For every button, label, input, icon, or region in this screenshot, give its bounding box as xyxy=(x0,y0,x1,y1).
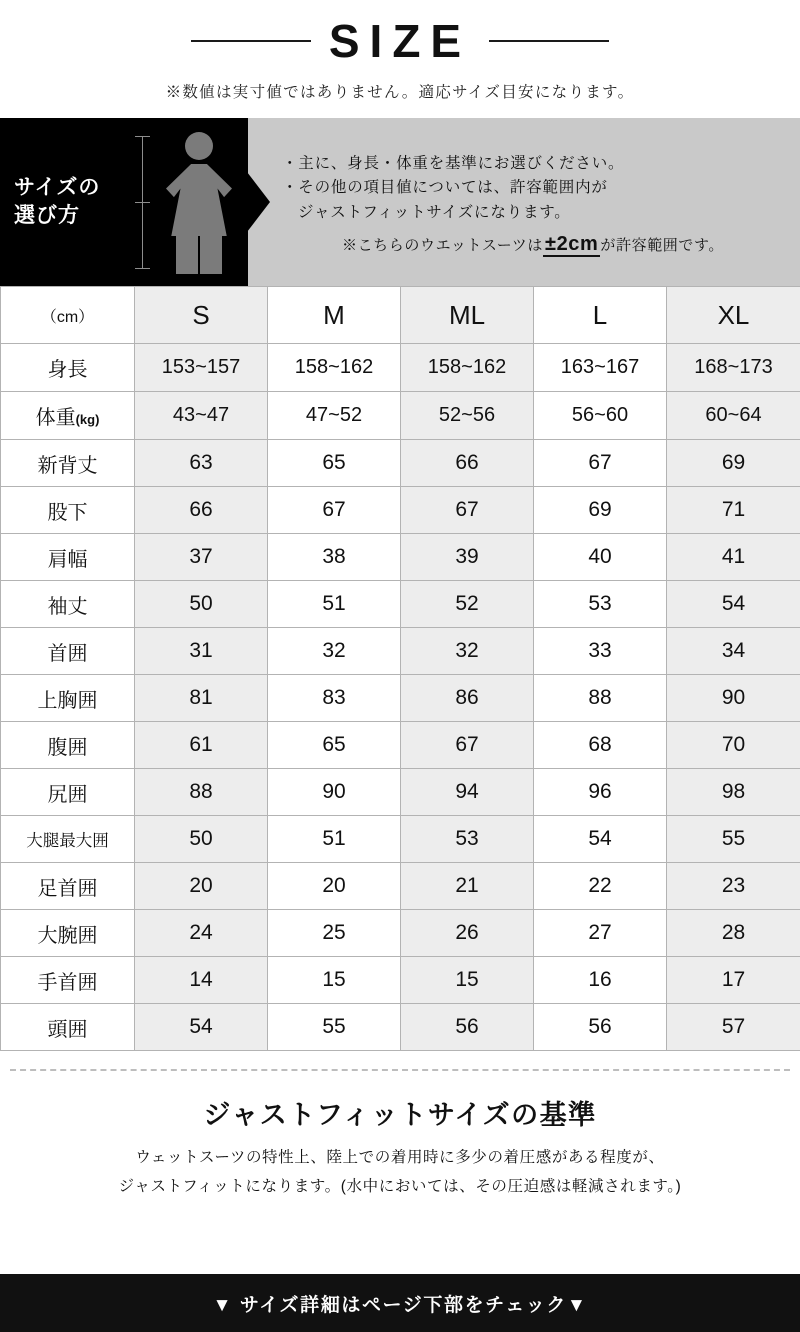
measure-tick-bottom xyxy=(135,268,150,269)
size-guide-label-line1: サイズの xyxy=(14,175,101,199)
guide-bullet-3: ジャストフィットサイズになります。 xyxy=(298,203,571,221)
table-row xyxy=(1,769,800,816)
size-guide-band xyxy=(0,118,800,286)
table-row xyxy=(1,440,800,487)
guide-bullet-1: ・主に、身長・体重を基準にお選びください。 xyxy=(282,155,625,173)
table-cell: 33 xyxy=(534,628,667,675)
table-cell: 52 xyxy=(401,581,534,628)
row-label xyxy=(1,769,135,816)
row-label xyxy=(1,910,135,957)
table-cell: 55 xyxy=(667,816,800,863)
fit-section-body xyxy=(0,1144,800,1201)
guide-note-highlight: ±2cm xyxy=(545,232,599,255)
guide-note-suffix: が許容範囲です。 xyxy=(600,236,725,254)
page-subtitle: ※数値は実寸値ではありません。適応サイズ目安になります。 xyxy=(165,84,635,101)
row-label-text: 腹囲 xyxy=(47,736,88,759)
body-silhouette xyxy=(162,132,236,274)
guide-note-prefix: ※こちらのウエットスーツは xyxy=(341,236,543,254)
table-cell: 158~162 xyxy=(401,344,534,392)
row-label-text: 身長 xyxy=(47,359,88,381)
row-label xyxy=(1,487,135,534)
row-label-text: 股下 xyxy=(47,501,88,524)
row-label xyxy=(1,392,135,440)
table-cell: 66 xyxy=(135,487,268,534)
table-cell: 47~52 xyxy=(268,392,401,440)
row-label-text: 頭囲 xyxy=(47,1018,88,1041)
table-cell: 40 xyxy=(534,534,667,581)
table-cell: 16 xyxy=(534,957,667,1004)
table-cell: 32 xyxy=(268,628,401,675)
table-row xyxy=(1,957,800,1004)
table-row xyxy=(1,722,800,769)
row-label-text: 大腕囲 xyxy=(37,924,98,947)
row-label xyxy=(1,534,135,581)
table-cell: 24 xyxy=(135,910,268,957)
table-cell: 69 xyxy=(667,440,800,487)
size-guide-left xyxy=(0,118,248,286)
silhouette-torso xyxy=(166,164,232,236)
table-cell: 34 xyxy=(667,628,800,675)
row-label-text: 首囲 xyxy=(47,642,88,665)
measure-tick-top xyxy=(135,136,150,137)
table-header-m: M xyxy=(268,287,401,344)
table-cell: 67 xyxy=(534,440,667,487)
guide-tolerance-note xyxy=(282,233,784,256)
row-label xyxy=(1,863,135,910)
table-cell: 96 xyxy=(534,769,667,816)
table-row xyxy=(1,910,800,957)
table-cell: 68 xyxy=(534,722,667,769)
table-unit-label: （cm） xyxy=(1,287,135,344)
table-cell: 26 xyxy=(401,910,534,957)
footer-banner[interactable]: ▼ サイズ詳細はページ下部をチェック▼ xyxy=(0,1274,800,1332)
table-cell: 158~162 xyxy=(268,344,401,392)
table-row xyxy=(1,675,800,722)
measure-tick-mid xyxy=(135,202,150,203)
title-rule-right xyxy=(489,40,609,42)
table-cell: 90 xyxy=(667,675,800,722)
table-cell: 71 xyxy=(667,487,800,534)
table-cell: 53 xyxy=(534,581,667,628)
table-row xyxy=(1,487,800,534)
table-row xyxy=(1,628,800,675)
table-cell: 67 xyxy=(401,722,534,769)
table-cell: 50 xyxy=(135,581,268,628)
table-cell: 61 xyxy=(135,722,268,769)
table-cell: 51 xyxy=(268,816,401,863)
table-header-row xyxy=(1,287,800,344)
table-cell: 14 xyxy=(135,957,268,1004)
table-cell: 20 xyxy=(135,863,268,910)
table-header-s: S xyxy=(135,287,268,344)
table-cell: 21 xyxy=(401,863,534,910)
table-cell: 37 xyxy=(135,534,268,581)
size-guide-label xyxy=(0,174,142,231)
row-label-text: 肩幅 xyxy=(47,548,88,571)
title-rule-left xyxy=(191,40,311,42)
table-cell: 88 xyxy=(534,675,667,722)
row-label xyxy=(1,1004,135,1051)
table-cell: 54 xyxy=(667,581,800,628)
row-label xyxy=(1,816,135,863)
table-cell: 63 xyxy=(135,440,268,487)
table-cell: 54 xyxy=(135,1004,268,1051)
size-table-wrap xyxy=(0,286,800,1051)
table-row xyxy=(1,392,800,440)
silhouette-leg-right xyxy=(200,234,222,274)
row-label xyxy=(1,722,135,769)
table-row xyxy=(1,581,800,628)
section-divider xyxy=(10,1069,790,1071)
table-cell: 153~157 xyxy=(135,344,268,392)
table-cell: 25 xyxy=(268,910,401,957)
size-guide-label-line2: 選び方 xyxy=(14,204,80,227)
table-cell: 20 xyxy=(268,863,401,910)
fit-body-line2: ジャストフィットになります。(水中においては、その圧迫感は軽減されます。) xyxy=(118,1177,682,1195)
row-label xyxy=(1,581,135,628)
row-label xyxy=(1,957,135,1004)
page-title-row xyxy=(0,0,800,67)
table-cell: 56 xyxy=(401,1004,534,1051)
table-cell: 28 xyxy=(667,910,800,957)
fit-body-line1: ウェットスーツの特性上、陸上での着用時に多少の着圧感がある程度が、 xyxy=(135,1149,665,1166)
row-label-unit: (kg) xyxy=(75,412,100,427)
table-header-ml: ML xyxy=(401,287,534,344)
table-cell: 60~64 xyxy=(667,392,800,440)
table-cell: 54 xyxy=(534,816,667,863)
row-label xyxy=(1,344,135,392)
table-cell: 98 xyxy=(667,769,800,816)
row-label-text: 体重 xyxy=(35,407,76,429)
table-cell: 163~167 xyxy=(534,344,667,392)
row-label-text: 新背丈 xyxy=(37,454,98,477)
table-cell: 56 xyxy=(534,1004,667,1051)
table-header-l: L xyxy=(534,287,667,344)
table-cell: 17 xyxy=(667,957,800,1004)
table-cell: 65 xyxy=(268,440,401,487)
table-cell: 88 xyxy=(135,769,268,816)
table-cell: 86 xyxy=(401,675,534,722)
table-cell: 41 xyxy=(667,534,800,581)
table-row xyxy=(1,863,800,910)
row-label xyxy=(1,675,135,722)
table-cell: 67 xyxy=(268,487,401,534)
table-cell: 27 xyxy=(534,910,667,957)
row-label-text: 袖丈 xyxy=(47,595,88,618)
table-cell: 69 xyxy=(534,487,667,534)
size-guide-right xyxy=(248,118,800,286)
table-cell: 56~60 xyxy=(534,392,667,440)
table-cell: 168~173 xyxy=(667,344,800,392)
row-label xyxy=(1,440,135,487)
silhouette-leg-left xyxy=(176,234,198,274)
row-label-text: 尻囲 xyxy=(47,783,88,806)
table-header-xl: XL xyxy=(667,287,800,344)
table-cell: 65 xyxy=(268,722,401,769)
table-row xyxy=(1,344,800,392)
table-cell: 51 xyxy=(268,581,401,628)
table-row xyxy=(1,1004,800,1051)
table-cell: 66 xyxy=(401,440,534,487)
table-cell: 90 xyxy=(268,769,401,816)
female-body-icon xyxy=(132,118,248,286)
table-cell: 43~47 xyxy=(135,392,268,440)
guide-arrow-icon xyxy=(247,172,270,232)
page-title: SIZE xyxy=(328,15,472,67)
table-cell: 57 xyxy=(667,1004,800,1051)
guide-bullet-2: ・その他の項目値については、許容範囲内が xyxy=(282,179,608,197)
table-cell: 55 xyxy=(268,1004,401,1051)
table-cell: 52~56 xyxy=(401,392,534,440)
table-cell: 15 xyxy=(268,957,401,1004)
table-row xyxy=(1,816,800,863)
table-cell: 31 xyxy=(135,628,268,675)
silhouette-head xyxy=(185,132,213,160)
size-table xyxy=(0,286,800,1051)
table-cell: 81 xyxy=(135,675,268,722)
row-label-text: 手首囲 xyxy=(37,971,98,994)
table-cell: 94 xyxy=(401,769,534,816)
table-row xyxy=(1,534,800,581)
row-label-text: 上胸囲 xyxy=(37,689,98,712)
table-cell: 50 xyxy=(135,816,268,863)
table-cell: 32 xyxy=(401,628,534,675)
table-cell: 83 xyxy=(268,675,401,722)
table-cell: 70 xyxy=(667,722,800,769)
row-label-text: 足首囲 xyxy=(37,877,98,900)
table-cell: 67 xyxy=(401,487,534,534)
table-cell: 22 xyxy=(534,863,667,910)
table-cell: 15 xyxy=(401,957,534,1004)
row-label-text: 大腿最大囲 xyxy=(26,832,109,850)
fit-section-title: ジャストフィットサイズの基準 xyxy=(203,1100,597,1130)
table-cell: 39 xyxy=(401,534,534,581)
table-cell: 53 xyxy=(401,816,534,863)
table-cell: 38 xyxy=(268,534,401,581)
table-cell: 23 xyxy=(667,863,800,910)
row-label xyxy=(1,628,135,675)
